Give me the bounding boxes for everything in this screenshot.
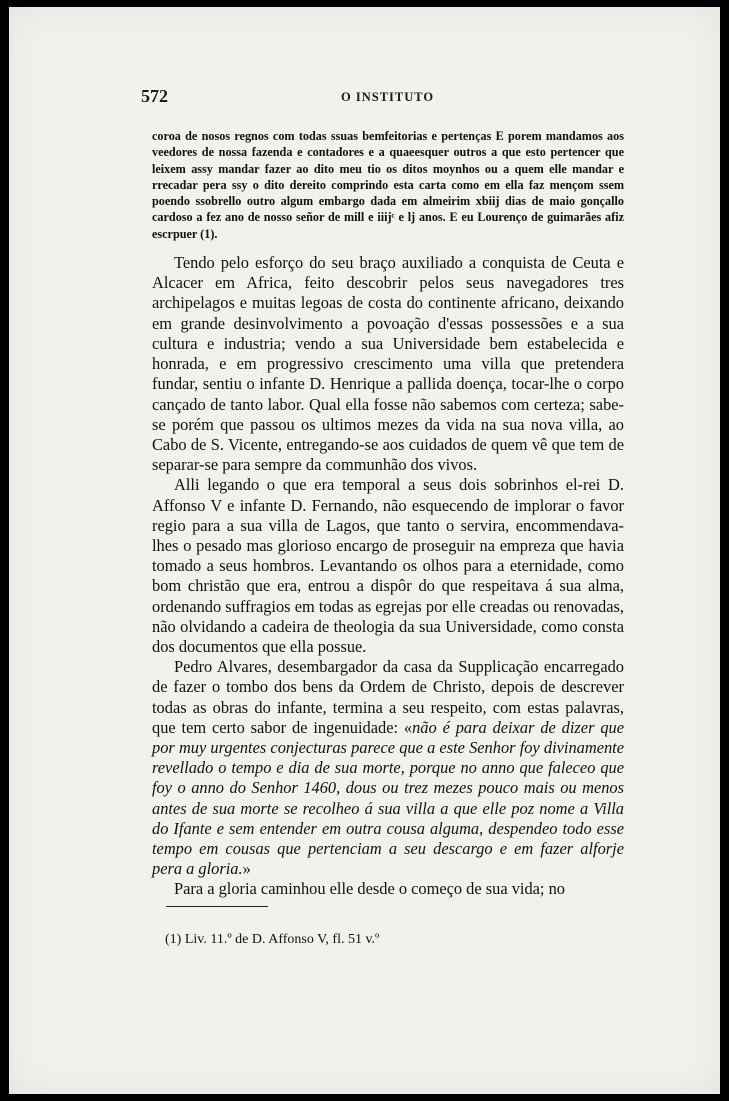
paragraph-3-citation: não é para deixar de dizer que por muy urgentes conjecturas parece que a este Senhor foy divinamente revellado o tempo e dia de sua morte, porque no anno que faleceo que foy o anno do Senhor 1460, dous ou trez mezes pouco mais ou menos antes de sua morte se recolheo á sua villa a que elle poz nome a Villa do Ifante e sem entender em outra cousa alguma, despendeo todo esse tempo em cousas que pertenciam a seu descargo e em fazer alforje pera a gloria. [152, 717, 624, 879]
paragraph-3-end: » [242, 859, 251, 879]
paragraph-3-start: Pedro Alvares, desembargador da casa da Supplicação encarregado de fazer o tombo dos bens da Ordem de Christo, depois de descrever todas as obras do infante, termina a seu respeito, com estas palavras, que tem certo sabor de ingenuidade: « [152, 657, 624, 737]
paragraph-3 [152, 657, 624, 879]
running-title: O INSTITUTO [341, 90, 435, 104]
page-number: 572 [141, 86, 168, 106]
page-content [152, 128, 624, 900]
quoted-document: coroa de nosos regnos com todas ssuas bemfeitorias e pertenças E porem mandamos aos veedores de nossa fazenda e contadores e a quaeesquer outros a que esto pertencer que leixem assy mandar fazer ao dito meu tio os ditos moynhos ou a quem elle mandar e rrecadar pera ssy o dito dereito comprindo esta carta como em ella faz mençom ssem poendo ssobrello outro algum embargo dada em almeirim xbiij dias de maio gonçallo cardoso a fez ano de nosso señor de mill e iiijᶜ e lj anos. E eu Lourenço de guimarães afiz escrpuer (1). [152, 129, 624, 241]
paragraph-2: Alli legando o que era temporal a seus dois sobrinhos el-rei D. Affonso V e infante D. Fernando, não esquecendo de implorar o favor regio para a sua villa de Lagos, que tanto o servira, encommendava-lhes o pesado mas glorioso encargo de proseguir na empreza que havia tomado a seus hombros. Levantando os olhos para a eternidade, como bom christão que era, entrou a dispôr do que respeitava á sua alma, ordenando suffragios em todas as egrejas por elle creadas ou renovadas, não olvidando a cadeira de theologia da sua Universidade, como consta dos documentos que ella possue. [152, 475, 624, 656]
paragraph-1: Tendo pelo esforço do seu braço auxiliado a conquista de Ceuta e Alcacer em Africa, feito descobrir pelos seus navegadores tres archipelagos e muitas legoas de costa do continente africano, deixando em grande desinvolvimento a povoação d'essas possessões e a sua cultura e industria; vendo a sua Universidade bem estabelecida e honrada, e em progressivo crescimento uma villa que pretendera fundar, sentiu o infante D. Henrique a pallida doença, tocar-lhe o corpo cançado de tanto labor. Qual ella fosse não sabemos com certeza; sabe-se porém que passou os ultimos mezes da vida na sua nova villa, ao Cabo de S. Vicente, entregando-se aos cuidados de quem vê que tem de separar-se para sempre da communhão dos vivos. [152, 253, 624, 475]
footnote-rule [166, 906, 268, 907]
footnote: (1) Liv. 11.º de D. Affonso V, fl. 51 v.º [165, 932, 380, 947]
paragraph-4: Para a gloria caminhou elle desde o começo de sua vida; no [174, 879, 565, 899]
page-header [141, 86, 587, 110]
